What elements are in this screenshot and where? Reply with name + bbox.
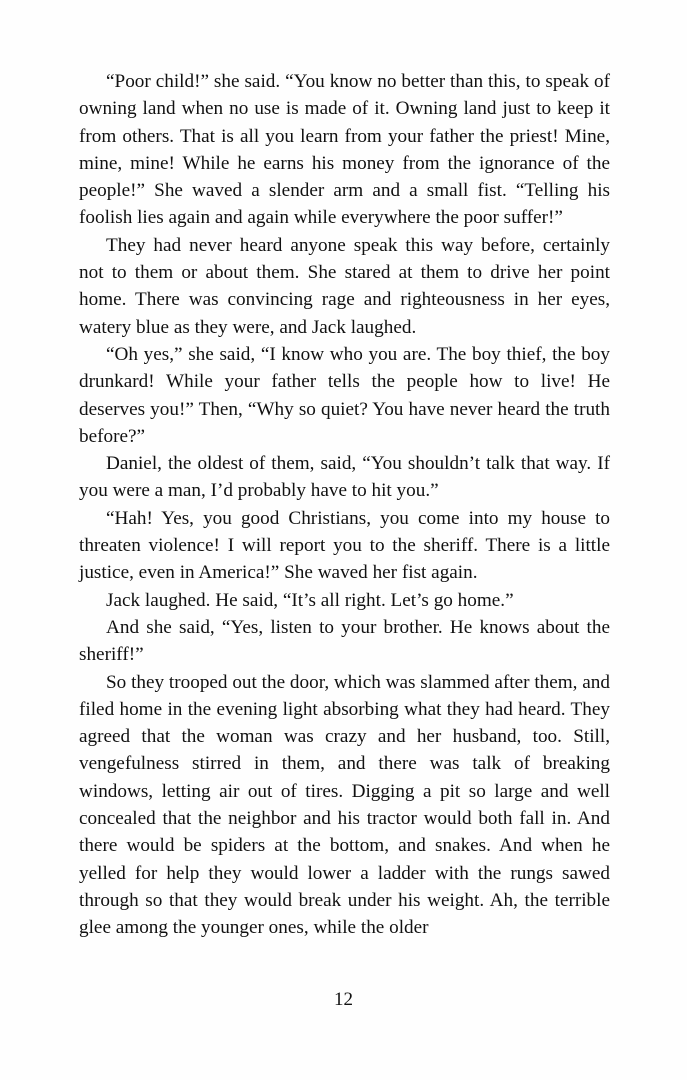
paragraph-5: “Hah! Yes, you good Christians, you come into my house to threaten violence! I will report you to the sheriff. There is a little justice, even in America!” She waved her fist again. xyxy=(79,507,610,584)
body-text xyxy=(79,68,610,942)
paragraph-8: So they trooped out the door, which was slammed after them, and filed home in the evening light absorbing what they had heard. They agreed that the woman was crazy and her husband, too. Still, vengefulness stirred in them, and there was talk of breaking windows, letting air out of tires. Digging a pit so large and well concealed that the neighbor and his tractor would both fall in. And there would be spiders at the bottom, and snakes. And when he yelled for help they would lower a ladder with the rungs sawed through so that they would break under his weight. Ah, the terrible glee among the younger ones, while the older xyxy=(79,671,610,939)
paragraph-6: Jack laughed. He said, “It’s all right. Let’s go home.” xyxy=(106,589,514,611)
paragraph-3: “Oh yes,” she said, “I know who you are. The boy thief, the boy drunkard! While your father tells the people how to live! He deserves you!” Then, “Why so quiet? You have never heard the truth before?” xyxy=(79,343,610,447)
paragraph-1: “Poor child!” she said. “You know no better than this, to speak of owning land when no use is made of it. Owning land just to keep it from others. That is all you learn from your father the priest! Mine, mine, mine! While he earns his money from the ignorance of the people!” She waved a slender arm and a small fist. “Telling his foolish lies again and again while everywhere the poor suffer!” xyxy=(79,71,610,229)
page-number: 12 xyxy=(334,989,353,1010)
paragraph-7: And she said, “Yes, listen to your brother. He knows about the sheriff!” xyxy=(79,616,610,666)
paragraph-2: They had never heard anyone speak this way before, certainly not to them or about them. She stared at them to drive her point home. There was convincing rage and righteousness in her eyes, watery blue as they were, and Jack laughed. xyxy=(79,234,610,338)
paragraph-4: Daniel, the oldest of them, said, “You shouldn’t talk that way. If you were a man, I’d probably have to hit you.” xyxy=(79,453,610,502)
